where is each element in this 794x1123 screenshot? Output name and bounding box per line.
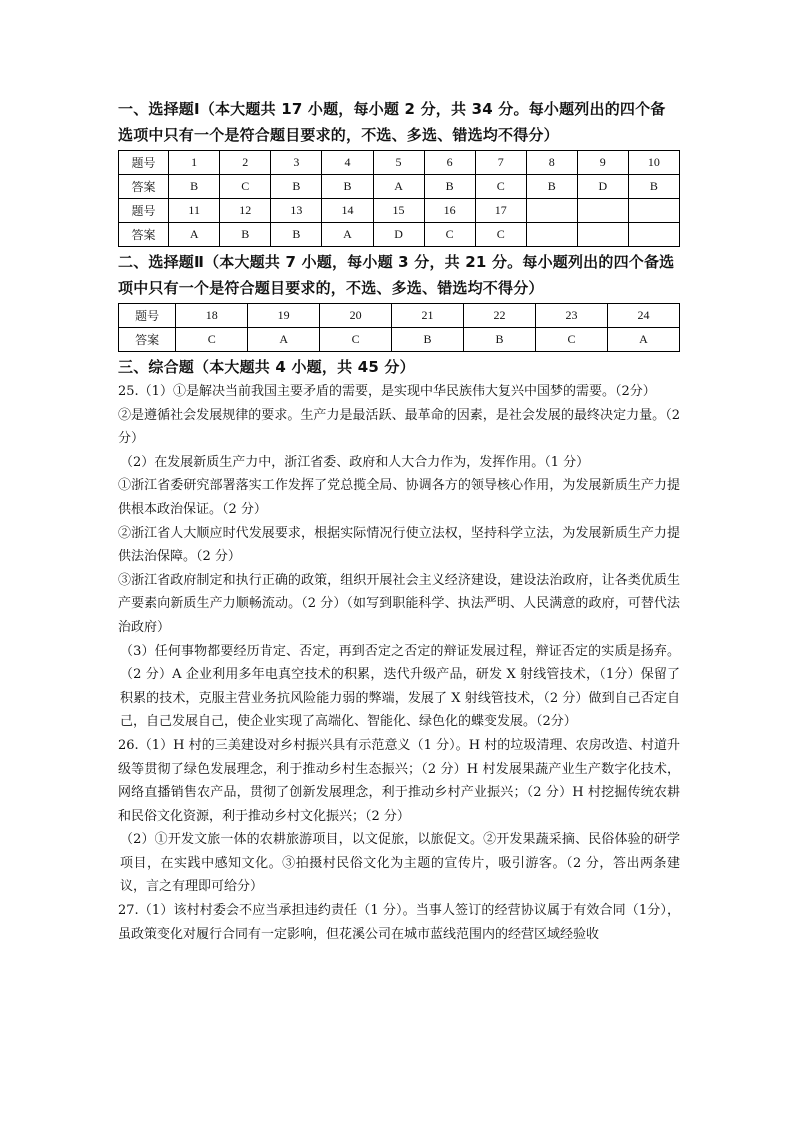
answer-paragraph: 27.（1）该村村委会不应当承担违约责任（1 分）。当事人签订的经营协议属于有效合同（1分），虽政策变化对履行合同有一定影响，但花溪公司在城市蓝线范围内的经营区域经验收: [118, 903, 680, 942]
table-cell: 14: [322, 199, 373, 223]
table-cell: 2: [220, 151, 271, 175]
row-label: 答案: [119, 175, 169, 199]
table-cell: C: [320, 328, 392, 352]
answer-paragraph: ③浙江省政府制定和执行正确的政策，组织开展社会主义经济建设，建设法治政府，让各类优质生产要素向新质生产力顺畅流动。（2 分）（如写到职能科学、执法严明、人民满意的政府，可替代法治政府）: [118, 572, 680, 635]
table-row: [119, 223, 680, 247]
table-cell: [628, 199, 679, 223]
table-cell: D: [577, 175, 628, 199]
section3-heading: 三、综合题（本大题共 4 小题，共 45 分）: [118, 358, 415, 376]
table-cell: 5: [373, 151, 424, 175]
answer-paragraph: ①浙江省委研究部署落实工作发挥了党总揽全局、协调各方的领导核心作用，为发展新质生产力提供根本政治保证。（2 分）: [118, 478, 680, 517]
table-row: [119, 304, 680, 328]
row-label: 题号: [119, 199, 169, 223]
table-cell: 22: [464, 304, 536, 328]
table-row: [119, 175, 680, 199]
answer-paragraph: ②浙江省人大顺应时代发展要求，根据实际情况行使立法权，坚持科学立法，为发展新质生产力提供法治保障。（2 分）: [118, 525, 680, 565]
table-cell: C: [475, 223, 526, 247]
table-row: [119, 151, 680, 175]
table-cell: A: [373, 175, 424, 199]
table-cell: C: [220, 175, 271, 199]
table-cell: 23: [535, 304, 607, 328]
table-cell: 12: [220, 199, 271, 223]
answer-paragraph: 25.（1）①是解决当前我国主要矛盾的需要，是实现中华民族伟大复兴中国梦的需要。（2分）: [118, 384, 656, 399]
answer-paragraph: （2）①开发文旅一体的农耕旅游项目，以文促旅，以旅促文。②开发果蔬采摘、民俗体验的研学项目，在实践中感知文化。③拍摄村民俗文化为主题的宣传片，吸引游客。（2 分，答出两条建议，言之有理即可给分）: [120, 832, 680, 895]
row-label: 答案: [119, 223, 169, 247]
answer-paragraph: ②是遵循社会发展规律的要求。生产力是最活跃、最革命的因素，是社会发展的最终决定力量。（2 分）: [118, 407, 680, 447]
table-cell: C: [176, 328, 248, 352]
table-cell: 7: [475, 151, 526, 175]
table-cell: 21: [392, 304, 464, 328]
table-cell: 15: [373, 199, 424, 223]
table-cell: 24: [607, 304, 679, 328]
table-cell: [526, 199, 577, 223]
table-cell: 9: [577, 151, 628, 175]
answer-paragraph: 26.（1）H 村的三美建设对乡村振兴具有示范意义（1 分）。H 村的垃圾清理、农房改造、村道升级等贯彻了绿色发展理念，利于推动乡村生态振兴；（2 分）H 村发展果蔬产业生产数字化技术，网络直播销售农产品，贯彻了创新发展理念，利于推动乡村产业振兴；（2 分）H 村挖掘传统农耕和民俗文化资源，利于推动乡村文化振兴；（2 分）: [118, 737, 680, 824]
row-label: 答案: [119, 328, 176, 352]
row-label: 题号: [119, 151, 169, 175]
row-label: 题号: [119, 304, 176, 328]
section1-heading: 一、选择题Ⅰ（本大题共 17 小题，每小题 2 分，共 34 分。每小题列出的四个备选项中只有一个是符合题目要求的，不选、多选、错选均不得分）: [118, 100, 666, 144]
table-cell: B: [526, 175, 577, 199]
table-cell: C: [424, 223, 475, 247]
table-cell: B: [220, 223, 271, 247]
table-cell: B: [271, 223, 322, 247]
table-row: [119, 199, 680, 223]
table-cell: 17: [475, 199, 526, 223]
table-cell: [526, 223, 577, 247]
table-cell: 13: [271, 199, 322, 223]
table-cell: 10: [628, 151, 679, 175]
table-cell: C: [535, 328, 607, 352]
table-cell: D: [373, 223, 424, 247]
answer-paragraph: （3）任何事物都要经历肯定、否定，再到否定之否定的辩证发展过程，辩证否定的实质是扬弃。（2 分）A 企业利用多年电真空技术的积累，迭代升级产品，研发 X 射线管技术，（1分）保留了积累的技术，克服主营业务抗风险能力弱的弊端，发展了 X 射线管技术，（2 分）做到自己否定自己，自己发展自己，使企业实现了高端化、智能化、绿色化的蝶变发展。（2分）: [120, 643, 680, 730]
table-cell: [577, 199, 628, 223]
answer-sheet: [118, 96, 680, 946]
table-cell: 16: [424, 199, 475, 223]
table-cell: A: [169, 223, 220, 247]
table-cell: B: [322, 175, 373, 199]
table-cell: 1: [169, 151, 220, 175]
table-row: [119, 328, 680, 352]
table-cell: 6: [424, 151, 475, 175]
section2-heading: 二、选择题Ⅱ（本大题共 7 小题，每小题 3 分，共 21 分。每小题列出的四个备选项中只有一个是符合题目要求的，不选、多选、错选均不得分）: [118, 253, 675, 297]
table-cell: B: [392, 328, 464, 352]
table-cell: B: [424, 175, 475, 199]
table-cell: B: [464, 328, 536, 352]
table-cell: 3: [271, 151, 322, 175]
table-cell: A: [322, 223, 373, 247]
table-cell: 8: [526, 151, 577, 175]
table-cell: 11: [169, 199, 220, 223]
table-cell: [628, 223, 679, 247]
section1-answer-table: [118, 150, 680, 247]
answer-paragraph: （2）在发展新质生产力中，浙江省委、政府和人大合力作为，发挥作用。（1 分）: [120, 454, 590, 470]
table-cell: 4: [322, 151, 373, 175]
table-cell: A: [248, 328, 320, 352]
table-cell: B: [628, 175, 679, 199]
section2-answer-table: [118, 303, 680, 352]
table-cell: 20: [320, 304, 392, 328]
table-cell: [577, 223, 628, 247]
table-cell: B: [169, 175, 220, 199]
table-cell: A: [607, 328, 679, 352]
table-cell: B: [271, 175, 322, 199]
table-cell: C: [475, 175, 526, 199]
table-cell: 19: [248, 304, 320, 328]
table-cell: 18: [176, 304, 248, 328]
